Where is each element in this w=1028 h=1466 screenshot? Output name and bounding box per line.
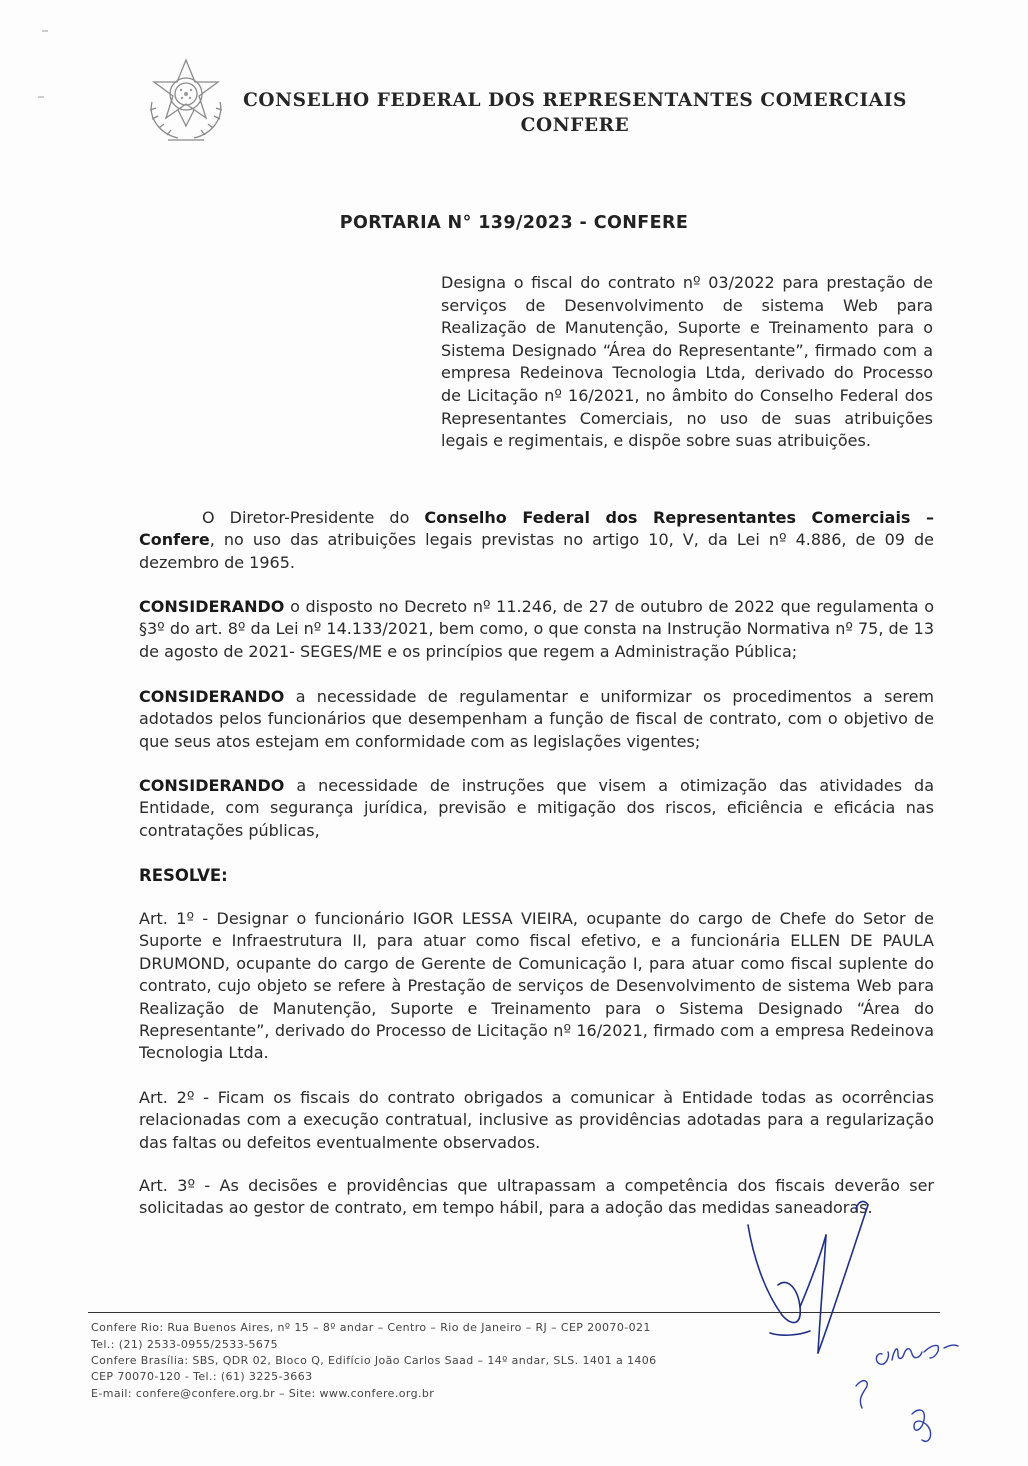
article-2: Art. 2º - Ficam os fiscais do contrato obrigados a comunicar à Entidade todas as ocorrências relacionadas com a execução contratual, inclusive as providências adotadas para a regularização das faltas ou defeitos eventualmente observados.	[139, 1088, 934, 1152]
preamble-lead: O Diretor-Presidente do	[202, 508, 425, 527]
institution-name: CONSELHO FEDERAL DOS REPRESENTANTES COMERCIAIS	[243, 90, 907, 111]
article-1: Art. 1º - Designar o funcionário IGOR LESSA VIEIRA, ocupante do cargo de Chefe do Setor de Suporte e Infraestrutura II, para atuar como fiscal efetivo, e a funcionária ELLEN DE PAULA DRUMOND, ocupante do cargo de Gerente de Comunicação I, para atuar como fiscal suplente do contrato, cujo objeto se refere à Prestação de serviços de Desenvolvimento de sistema Web para Realização de Manutenção, Suporte e Treinamento para o Sistema Designado “Área do Representante”, derivado do Processo de Licitação nº 16/2021, firmado com a empresa Redeinova Tecnologia Ltda.	[139, 909, 934, 1063]
footer-divider	[88, 1312, 940, 1313]
considerando-paragraph	[139, 686, 934, 753]
resolve-heading: RESOLVE:	[139, 866, 228, 885]
considerando-paragraph	[139, 596, 934, 663]
brazil-coat-of-arms-icon	[138, 56, 234, 146]
preamble-paragraph	[139, 507, 934, 574]
considerando-paragraph	[139, 775, 934, 842]
considerando-text: o disposto no Decreto nº 11.246, de 27 de outubro de 2022 que regulamenta o §3º do art. 8º da Lei nº 14.133/2021, bem como, o que consta na Instrução Normativa nº 75, de 13 de agosto de 2021- SEGES/ME e os princípios que regem a Administração Pública;	[139, 597, 934, 661]
footer-address-rio: Confere Rio: Rua Buenos Aires, nº 15 – 8º andar – Centro – Rio de Janeiro – RJ – CEP 20070-021	[91, 1321, 651, 1334]
ordinance-title: PORTARIA N° 139/2023 - CONFERE	[339, 213, 689, 233]
footer-address-brasilia: Confere Brasília: SBS, QDR 02, Bloco Q, Edifício João Carlos Saad – 14º andar, SLS. 1401 a 1406	[91, 1354, 657, 1367]
scan-mark	[38, 96, 44, 98]
preamble-rest: , no uso das atribuições legais previstas no artigo 10, V, da Lei nº 4.886, de 09 de dezembro de 1965.	[139, 530, 934, 572]
considerando-label: CONSIDERANDO	[139, 687, 285, 706]
ementa-summary: Designa o fiscal do contrato nº 03/2022 para prestação de serviços de Desenvolvimento de sistema Web para Realização de Manutenção, Suporte e Treinamento para o Sistema Designado “Área do Representante”, firmado com a empresa Redeinova Tecnologia Ltda, derivado do Processo de Licitação nº 16/2021, no âmbito do Conselho Federal dos Representantes Comerciais, no uso de suas atribuições legais e regimentais, e dispõe sobre suas atribuições.	[441, 273, 933, 451]
footer-phone-rio: Tel.: (21) 2533-0955/2533-5675	[91, 1338, 279, 1351]
considerando-text: a necessidade de regulamentar e uniformizar os procedimentos a serem adotados pelos funcionários que desempenham a função de fiscal de contrato, com o objetivo de que seus atos estejam em conformidade com as legislações vigentes;	[139, 687, 934, 751]
considerando-text: a necessidade de instruções que visem a otimização das atividades da Entidade, com segurança jurídica, previsão e mitigação dos riscos, eficiência e eficácia nas contratações públicas,	[139, 776, 934, 840]
considerando-label: CONSIDERANDO	[139, 597, 285, 616]
handwritten-initials	[840, 1330, 970, 1450]
preamble-institution: Conselho Federal dos Representantes Comerciais – Confere	[139, 508, 934, 550]
scan-mark	[42, 30, 48, 32]
footer-phone-brasilia: CEP 70070-120 - Tel.: (61) 3225-3663	[91, 1370, 313, 1383]
considerando-label: CONSIDERANDO	[139, 776, 285, 795]
footer-contact: E-mail: confere@confere.org.br – Site: www.confere.org.br	[91, 1387, 435, 1400]
institution-acronym: CONFERE	[520, 115, 630, 136]
article-3: Art. 3º - As decisões e providências que ultrapassam a competência dos fiscais deverão ser solicitadas ao gestor de contrato, em tempo hábil, para a adoção das medidas saneadoras.	[139, 1176, 934, 1218]
